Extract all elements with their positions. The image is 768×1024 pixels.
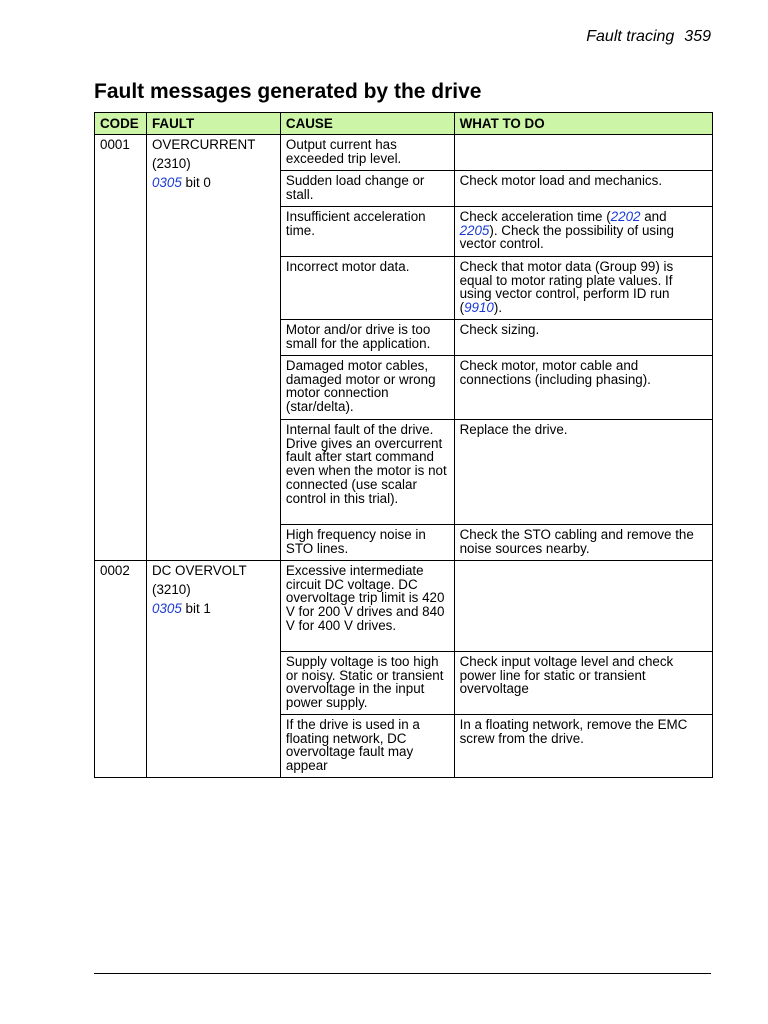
cause-cell: Motor and/or drive is too small for the application. — [280, 320, 454, 356]
cause-cell: Insufficient acceleration time. — [280, 207, 454, 257]
cause-cell: High frequency noise in STO lines. — [280, 525, 454, 561]
param-link[interactable]: 2205 — [459, 222, 490, 238]
footer-divider — [94, 973, 711, 974]
cause-cell: Output current has exceeded trip level. — [280, 135, 454, 171]
action-text: and — [640, 209, 667, 224]
fault-subcode: (2310) — [151, 156, 191, 171]
action-text: ). Check the possibility of using vector control. — [459, 222, 674, 252]
fault-bit: bit 1 — [185, 601, 211, 616]
action-cell: Check motor, motor cable and connections (including phasing). — [454, 356, 712, 420]
cause-cell: Sudden load change or stall. — [280, 171, 454, 207]
fault-code: 0001 — [95, 135, 147, 561]
section-title: Fault tracing — [586, 28, 675, 45]
action-cell — [454, 257, 712, 320]
page-title: Fault messages generated by the drive — [94, 80, 482, 103]
action-text: Check acceleration time ( — [459, 209, 611, 224]
param-link[interactable]: 0305 — [151, 601, 182, 616]
page-number: 359 — [684, 28, 711, 45]
fault-name-cell — [146, 135, 280, 561]
page-header — [586, 28, 711, 46]
action-text: Check that motor data (Group 99) is equal to motor rating plate values. If using vector control, perform ID run ( — [459, 259, 674, 316]
action-cell: Check input voltage level and check power line for static or transient overvoltage — [454, 652, 712, 715]
cause-cell: Internal fault of the drive. Drive gives an overcurrent fault after start command even when the motor is not connected (use scalar control in this trial). — [280, 420, 454, 525]
cause-cell: Incorrect motor data. — [280, 257, 454, 320]
action-text: ). — [493, 300, 503, 316]
param-link[interactable]: 9910 — [464, 300, 494, 316]
action-cell — [454, 561, 712, 652]
fault-name-cell — [146, 561, 280, 778]
cause-cell: Supply voltage is too high or noisy. Static or transient overvoltage in the input power supply. — [280, 652, 454, 715]
cause-cell: If the drive is used in a floating network, DC overvoltage fault may appear — [280, 715, 454, 778]
action-cell: Check motor load and mechanics. — [454, 171, 712, 207]
param-link[interactable]: 2202 — [610, 209, 641, 224]
fault-table — [94, 112, 713, 778]
fault-subcode: (3210) — [151, 582, 191, 597]
action-cell — [454, 135, 712, 171]
param-link[interactable]: 0305 — [151, 175, 182, 190]
action-cell: Replace the drive. — [454, 420, 712, 525]
fault-code: 0002 — [95, 561, 147, 778]
action-cell: Check the STO cabling and remove the noise sources nearby. — [454, 525, 712, 561]
fault-bit: bit 0 — [185, 175, 211, 190]
fault-name: OVERCURRENT — [151, 137, 256, 152]
cause-cell: Damaged motor cables, damaged motor or wrong motor connection (star/delta). — [280, 356, 454, 420]
table-header-row — [95, 113, 713, 135]
cause-cell: Excessive intermediate circuit DC voltage. DC overvoltage trip limit is 420 V for 200 V drives and 840 V for 400 V drives. — [280, 561, 454, 652]
table-row — [95, 561, 713, 652]
action-cell: In a floating network, remove the EMC screw from the drive. — [454, 715, 712, 778]
column-header-what-to-do: WHAT TO DO — [454, 113, 712, 135]
column-header-cause: CAUSE — [280, 113, 454, 135]
action-cell: Check sizing. — [454, 320, 712, 356]
column-header-code: CODE — [95, 113, 147, 135]
column-header-fault: FAULT — [146, 113, 280, 135]
table-row — [95, 135, 713, 171]
action-cell — [454, 207, 712, 257]
fault-name: DC OVERVOLT — [151, 563, 247, 578]
